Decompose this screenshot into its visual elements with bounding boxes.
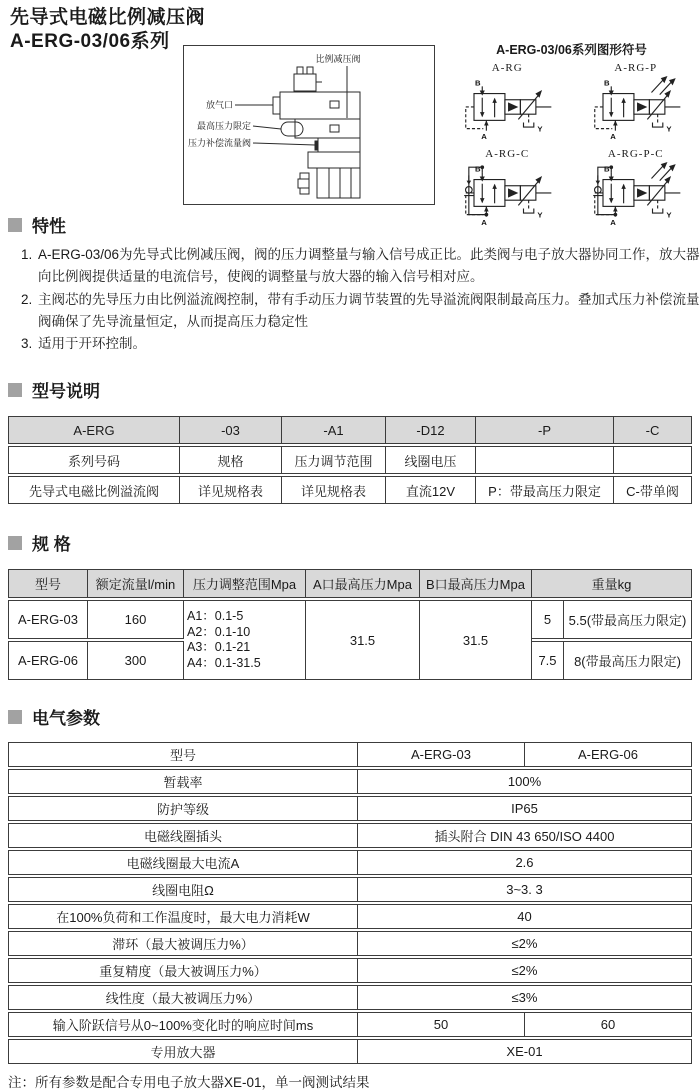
- section-marker-icon: [8, 710, 22, 724]
- table-cell: 详见规格表: [180, 476, 282, 504]
- table-cell: A-ERG-06: [8, 641, 88, 680]
- pressure-line: A2：0.1-10: [187, 625, 302, 641]
- table-cell: 防护等级: [8, 796, 358, 821]
- svg-text:Y: Y: [666, 211, 672, 220]
- electrical-table: [8, 740, 692, 1066]
- symbol-a-rg-p: [572, 62, 700, 146]
- table-cell: 重量kg: [532, 569, 692, 598]
- symbol-a-rg: [443, 62, 572, 146]
- table-cell: 输入阶跃信号从0~100%变化时的响应时间ms: [8, 1012, 358, 1037]
- table-cell: 型号: [8, 742, 358, 767]
- specs-heading-text: 规 格: [32, 530, 71, 555]
- symbol-a-rg-c: [443, 148, 572, 232]
- table-cell: ≤2%: [358, 958, 692, 983]
- table-cell: -C: [614, 416, 692, 444]
- table-cell: 插头附合 DIN 43 650/ISO 4400: [358, 823, 692, 848]
- table-cell: 规格: [180, 446, 282, 474]
- table-cell: 额定流量l/min: [88, 569, 184, 598]
- b-port-max-cell: 31.5: [420, 600, 532, 680]
- svg-text:A: A: [610, 218, 616, 227]
- svg-text:Y: Y: [538, 125, 544, 134]
- table-cell: P：带最高压力限定: [476, 476, 614, 504]
- table-row: [8, 769, 692, 794]
- valve-drawing-frame: [183, 45, 435, 205]
- table-cell: A-ERG-06: [525, 742, 692, 767]
- table-row: [8, 823, 692, 848]
- svg-text:A: A: [481, 218, 487, 227]
- electrical-section: [0, 704, 700, 1091]
- svg-text:B: B: [475, 78, 481, 87]
- symbol-a-rg-p-c: [572, 148, 700, 232]
- table-cell: 100%: [358, 769, 692, 794]
- table-cell: 8(带最高压力限定): [564, 641, 692, 680]
- specs-heading: [8, 530, 700, 555]
- pressure-line: A1：0.1-5: [187, 609, 302, 625]
- section-marker-icon: [8, 218, 22, 232]
- electrical-heading-text: 电气参数: [32, 704, 100, 729]
- svg-text:A: A: [610, 132, 616, 141]
- table-cell: 7.5: [532, 641, 564, 680]
- table-cell: C-带单阀: [614, 476, 692, 504]
- symbol-a-rg-c-drawing: [443, 161, 572, 232]
- label-air-vent: 放气口: [206, 99, 233, 110]
- table-row: [8, 796, 692, 821]
- table-cell: 在100%负荷和工作温度时，最大电力消耗W: [8, 904, 358, 929]
- table-row: [8, 931, 692, 956]
- symbol-a-rg-c-label: A-RG-C: [443, 148, 572, 160]
- table-cell: IP65: [358, 796, 692, 821]
- table-cell: 滞环（最大被调压力%）: [8, 931, 358, 956]
- table-cell: ≤3%: [358, 985, 692, 1010]
- table-cell: 专用放大器: [8, 1039, 358, 1064]
- feature-item: 3. 适用于开环控制。: [36, 333, 700, 355]
- svg-text:A: A: [481, 132, 487, 141]
- model-code-table: [8, 414, 692, 506]
- table-cell: -D12: [386, 416, 476, 444]
- table-cell: 线性度（最大被调压力%）: [8, 985, 358, 1010]
- section-marker-icon: [8, 536, 22, 550]
- specs-table: [8, 567, 692, 682]
- table-cell: A-ERG-03: [8, 600, 88, 639]
- feature-item: 2. 主阀芯的先导压力由比例溢流阀控制，带有手动压力调节装置的先导溢流阀限制最高压力。叠加式压力补偿流量阀确保了先导流量恒定，从而提高压力稳定性: [36, 289, 700, 333]
- section-marker-icon: [8, 383, 22, 397]
- table-cell: A口最高压力Mpa: [306, 569, 420, 598]
- features-section: [0, 212, 700, 355]
- table-cell: 系列号码: [8, 446, 180, 474]
- table-cell: 先导式电磁比例溢流阀: [8, 476, 180, 504]
- label-proportional-valve: 比例减压阀: [315, 53, 360, 64]
- table-row: [8, 1012, 692, 1037]
- pressure-range-cell: [184, 600, 306, 680]
- label-max-pressure-limit: 最高压力限定: [197, 120, 251, 131]
- table-row: [8, 958, 692, 983]
- symbols-title: A-ERG-03/06系列图形符号: [443, 40, 700, 58]
- model-code-heading-text: 型号说明: [32, 377, 100, 402]
- table-cell: -P: [476, 416, 614, 444]
- electrical-header-row: [8, 742, 692, 767]
- valve-drawing: [184, 46, 433, 203]
- pressure-line: A3：0.1-21: [187, 640, 302, 656]
- table-cell: -03: [180, 416, 282, 444]
- symbol-a-rg-drawing: [443, 75, 572, 146]
- a-port-max-cell: 31.5: [306, 600, 420, 680]
- page-title: [10, 6, 205, 54]
- footnote: 注：所有参数是配合专用电子放大器XE-01，单一阀测试结果: [8, 1071, 700, 1091]
- electrical-heading: [8, 704, 700, 729]
- table-cell: 线圈电阻Ω: [8, 877, 358, 902]
- table-cell: 5.5(带最高压力限定): [564, 600, 692, 639]
- table-cell: 5: [532, 600, 564, 639]
- svg-text:B: B: [604, 78, 610, 87]
- table-cell: 压力调节范围: [282, 446, 386, 474]
- svg-text:Y: Y: [538, 211, 544, 220]
- symbols-panel: [443, 40, 700, 232]
- table-cell: 型号: [8, 569, 88, 598]
- page-title-line1: 先导式电磁比例减压阀: [10, 6, 205, 30]
- table-cell: 2.6: [358, 850, 692, 875]
- symbol-a-rg-p-label: A-RG-P: [572, 62, 700, 74]
- model-code-name-row: [8, 446, 692, 474]
- table-row: [8, 985, 692, 1010]
- table-cell: ≤2%: [358, 931, 692, 956]
- header-area: [0, 0, 700, 206]
- symbol-a-rg-p-drawing: [572, 75, 700, 146]
- table-cell: -A1: [282, 416, 386, 444]
- table-cell: 160: [88, 600, 184, 639]
- model-code-header-row: [8, 416, 692, 444]
- table-cell: 暂载率: [8, 769, 358, 794]
- table-cell: 电磁线圈插头: [8, 823, 358, 848]
- svg-text:B: B: [475, 164, 481, 173]
- table-cell: A-ERG-03: [358, 742, 525, 767]
- table-cell: 重复精度（最大被调压力%）: [8, 958, 358, 983]
- table-cell: 50: [358, 1012, 525, 1037]
- table-cell: 直流12V: [386, 476, 476, 504]
- table-cell: 3~3. 3: [358, 877, 692, 902]
- features-heading-text: 特性: [32, 212, 66, 237]
- model-code-heading: [8, 377, 700, 402]
- table-cell: 300: [88, 641, 184, 680]
- page-title-line2: A-ERG-03/06系列: [10, 30, 205, 54]
- table-cell: 60: [525, 1012, 692, 1037]
- table-cell: A-ERG: [8, 416, 180, 444]
- table-cell: B口最高压力Mpa: [420, 569, 532, 598]
- table-cell: 压力调整范围Mpa: [184, 569, 306, 598]
- features-list: [10, 244, 700, 355]
- symbols-grid: [443, 62, 700, 232]
- symbol-a-rg-label: A-RG: [443, 62, 572, 74]
- specs-row-a-erg-03: [8, 600, 692, 639]
- table-cell: [476, 446, 614, 474]
- symbol-a-rg-p-c-drawing: [572, 161, 700, 232]
- pressure-line: A4：0.1-31.5: [187, 656, 302, 672]
- specs-section: [0, 530, 700, 682]
- table-cell: [614, 446, 692, 474]
- model-code-desc-row: [8, 476, 692, 504]
- table-cell: 线圈电压: [386, 446, 476, 474]
- label-pressure-comp-flow-valve: 压力补偿流量阀: [188, 137, 251, 148]
- feature-item: 1. A-ERG-03/06为先导式比例减压阀，阀的压力调整量与输入信号成正比。此类阀与电子放大器协同工作，放大器向比例阀提供适量的电流信号，使阀的调整量与放大器的输入信号相对应。: [36, 244, 700, 288]
- svg-text:Y: Y: [666, 125, 672, 134]
- symbol-a-rg-p-c-label: A-RG-P-C: [572, 148, 700, 160]
- table-cell: 40: [358, 904, 692, 929]
- table-cell: 详见规格表: [282, 476, 386, 504]
- svg-text:B: B: [604, 164, 610, 173]
- table-cell: XE-01: [358, 1039, 692, 1064]
- table-row: [8, 877, 692, 902]
- table-row: [8, 904, 692, 929]
- table-cell: 电磁线圈最大电流A: [8, 850, 358, 875]
- model-code-section: [0, 377, 700, 506]
- table-row: [8, 850, 692, 875]
- table-row: [8, 1039, 692, 1064]
- specs-header-row: [8, 569, 692, 598]
